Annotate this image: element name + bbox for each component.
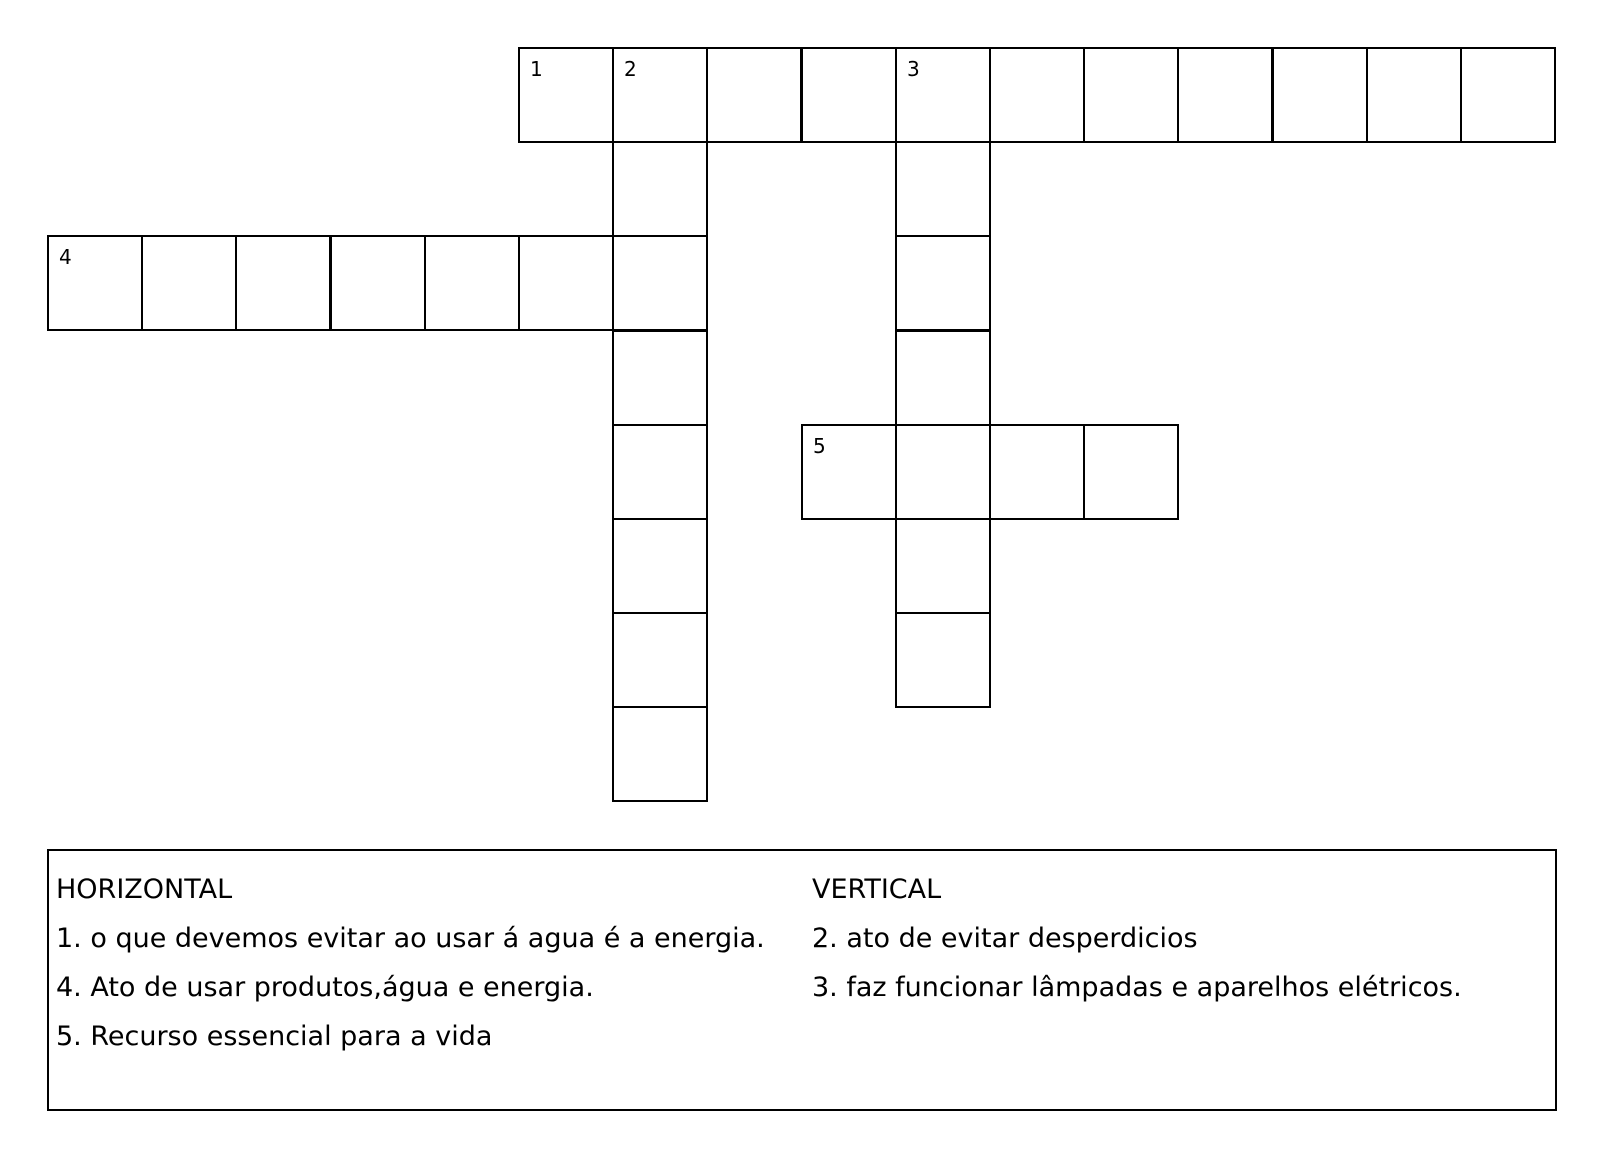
crossword-cell[interactable] [895,330,991,426]
crossword-cell[interactable] [989,47,1085,143]
horizontal-heading: HORIZONTAL [56,874,233,905]
horizontal-clues [56,865,765,1061]
crossword-cell[interactable] [1083,47,1179,143]
clue-number: 1 [530,57,543,81]
crossword-cell[interactable] [1083,424,1179,520]
crossword-cell[interactable] [895,141,991,237]
clues-box [47,849,1557,1111]
crossword-cell[interactable] [424,235,520,331]
crossword-cell[interactable] [612,141,708,237]
crossword-cell[interactable] [895,424,991,520]
crossword-cell[interactable] [612,330,708,426]
vertical-heading: VERTICAL [812,874,942,905]
clue-horizontal-4: 4. Ato de usar produtos,água e energia. [56,972,594,1003]
crossword-cell[interactable] [235,235,331,331]
crossword-cell[interactable] [895,518,991,614]
crossword-cell-start-1[interactable] [518,47,614,143]
crossword-cell[interactable] [1272,47,1368,143]
crossword-cell[interactable] [895,612,991,708]
clue-number: 2 [624,57,637,81]
crossword-cell-start-3[interactable] [895,47,991,143]
crossword-cell[interactable] [612,424,708,520]
crossword-cell-start-4[interactable] [47,235,143,331]
clue-vertical-2: 2. ato de evitar desperdicios [812,923,1198,954]
vertical-clues [812,865,1462,1012]
crossword-cell[interactable] [801,47,897,143]
crossword-cell[interactable] [612,235,708,331]
crossword-cell[interactable] [612,612,708,708]
clue-number: 5 [813,434,826,458]
crossword-cell[interactable] [1460,47,1556,143]
crossword-cell[interactable] [895,235,991,331]
crossword-cell[interactable] [612,518,708,614]
clue-vertical-3: 3. faz funcionar lâmpadas e aparelhos elétricos. [812,972,1462,1003]
crossword-cell[interactable] [612,706,708,802]
clue-number: 4 [59,245,72,269]
crossword-cell[interactable] [1177,47,1273,143]
crossword-cell-start-2[interactable] [612,47,708,143]
crossword-cell[interactable] [706,47,802,143]
clue-number: 3 [907,57,920,81]
crossword-cell-start-5[interactable] [801,424,897,520]
crossword-cell[interactable] [989,424,1085,520]
clue-horizontal-5: 5. Recurso essencial para a vida [56,1021,493,1052]
clue-horizontal-1: 1. o que devemos evitar ao usar á agua é a energia. [56,923,765,954]
crossword-cell[interactable] [330,235,426,331]
crossword-cell[interactable] [518,235,614,331]
crossword-cell[interactable] [1366,47,1462,143]
crossword-cell[interactable] [141,235,237,331]
